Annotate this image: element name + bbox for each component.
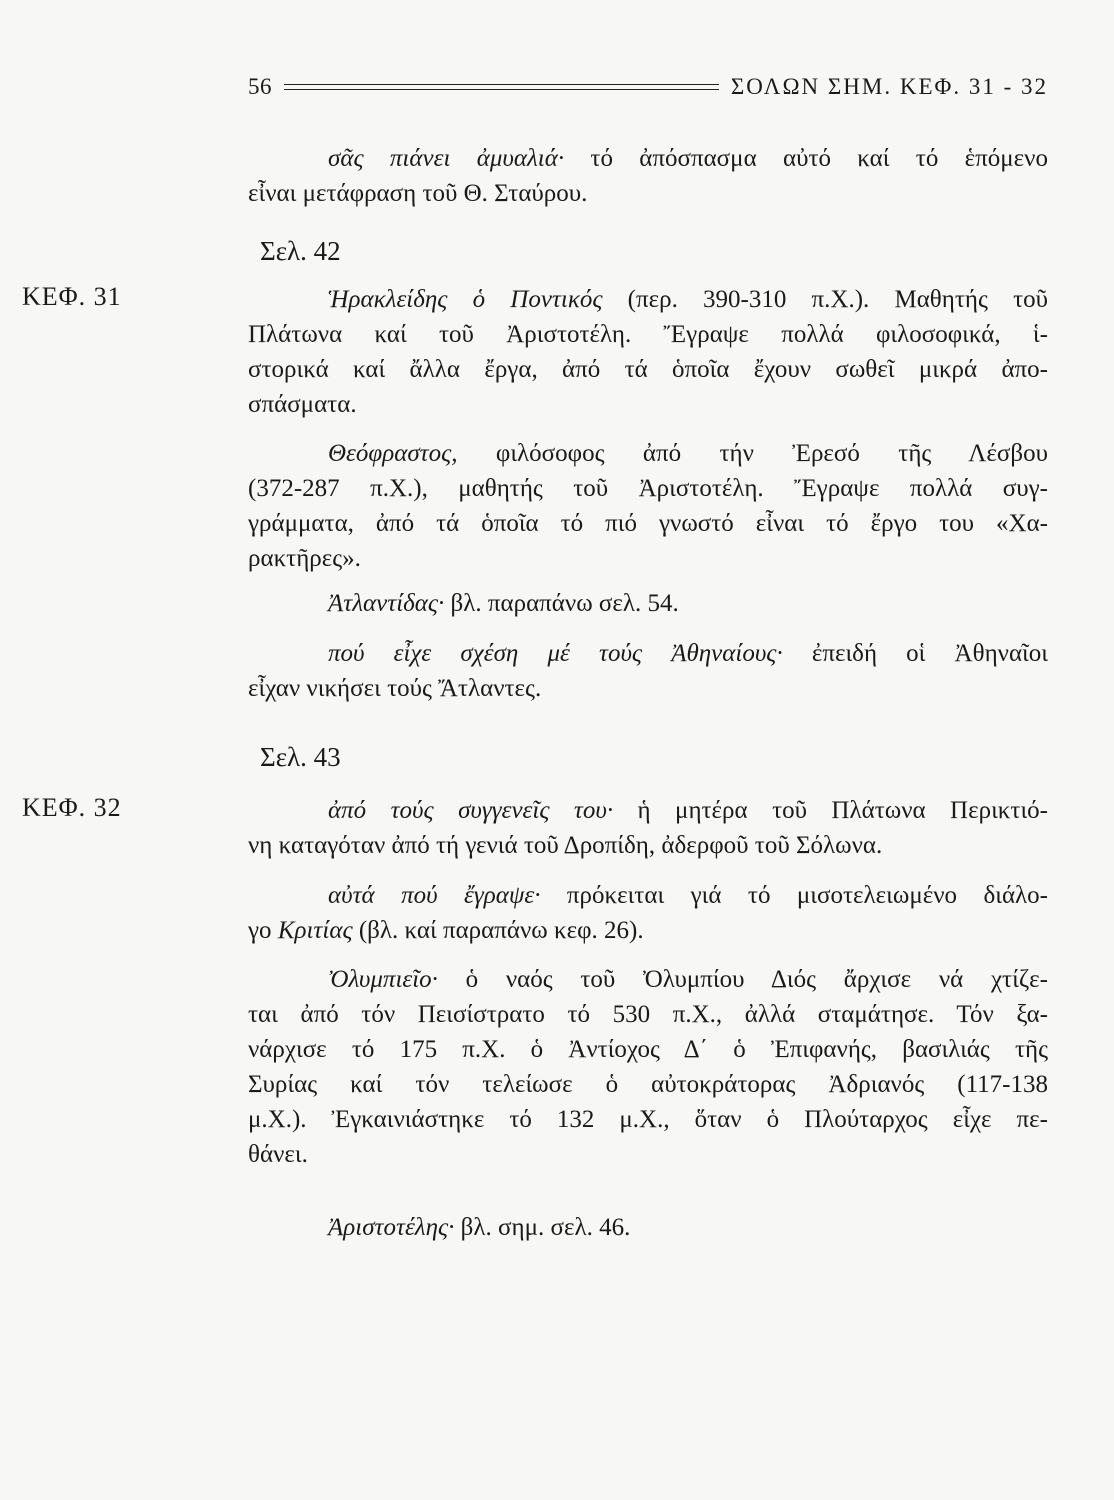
text-line: στορικά καί ἄλλα ἔργα, ἀπό τά ὁποῖα ἔχουν σωθεῖ μικρά ἀπο- [248,356,1048,383]
italic-lemma: πού εἶχε σχέση μέ τούς Ἀθηναίους· [328,640,783,667]
line-text: βλ. παραπάνω σελ. 54. [444,590,679,617]
italic-lemma: ἀπό τούς συγγενεῖς του· [328,797,614,824]
line-text: ὁ ναός τοῦ Ὀλυμπίου Διός ἄρχισε νά χτίζε- [437,966,1048,993]
text-line [248,436,1048,471]
running-header [248,72,1048,102]
text-line: (372-287 π.Χ.), μαθητής τοῦ Ἀριστοτέλη. Ἔγραψε πολλά συγ- [248,475,1048,502]
text-line [248,636,1048,671]
line-text: τό ἀπόσπασμα αὐτό καί τό ἑπόμενο [564,145,1048,172]
section-heading-sel-43: Σελ. 43 [260,742,341,772]
line-text: γο [248,917,278,944]
text-line: νη καταγόταν ἀπό τή γενιά τοῦ Δροπίδη, ἀδερφοῦ τοῦ Σόλωνα. [248,832,883,859]
text-line: Συρίας καί τόν τελείωσε ὁ αὐτοκράτορας Ἀδριανός (117-138 [248,1071,1048,1098]
text-line: θάνει. [248,1141,308,1168]
text-line [248,1210,1048,1245]
note-atlantidas [248,586,1048,621]
note-theophrastos [248,436,1048,576]
text-line: μ.Χ.). Ἐγκαινιάστηκε τό 132 μ.Χ., ὅταν ὁ Πλούταρχος εἶχε πε- [248,1106,1048,1133]
text-line [248,141,1048,176]
line-text: βλ. σημ. σελ. 46. [454,1214,631,1241]
section-heading-sel-42: Σελ. 42 [260,236,341,266]
italic-lemma: Ὀλυμπιεῖο· [328,966,438,993]
note-relatives [248,793,1048,863]
header-rule [284,84,719,90]
text-line: νάρχισε τό 175 π.Χ. ὁ Ἀντίοχος Δ΄ ὁ Ἐπιφανής, βασιλιάς τῆς [248,1036,1048,1063]
line-text: (περ. 390-310 π.Χ.). Μαθητής τοῦ [602,286,1048,313]
line-text: (βλ. καί παραπάνω κεφ. 26). [352,917,644,944]
line-text: πρόκειται γιά τό μισοτελειωμένο διάλο- [540,882,1048,909]
italic-lemma: Ἀριστοτέλης· [328,1214,455,1241]
line-text: ἡ μητέρα τοῦ Πλάτωνα Περικτιό- [613,797,1048,824]
note-aristoteles [248,1210,1048,1245]
text-line: γράμματα, ἀπό τά ὁποῖα τό πιό γνωστό εἶναι τό ἔργο του «Χα- [248,510,1048,537]
text-line: εἶχαν νικήσει τούς Ἄτλαντες. [248,675,542,702]
line-text: ἐπειδή οἱ Ἀθηναῖοι [782,640,1048,667]
line-text: φιλόσοφος ἀπό τήν Ἐρεσό τῆς Λέσβου [457,440,1048,467]
text-line: σπάσματα. [248,391,357,418]
text-line: ρακτῆρες». [248,545,361,572]
margin-note-kef-32: ΚΕΦ. 32 [22,793,122,822]
note-herakleides [248,282,1048,422]
italic-lemma: αὐτά πού ἔγραψε· [328,882,541,909]
note-kritias [248,878,1048,948]
note-olympieion [248,962,1048,1172]
italic-lemma: Θεόφραστος, [328,440,458,467]
italic-title: Κριτίας [277,917,353,944]
running-title: ΣΟΛΩΝ ΣΗΜ. ΚΕΦ. 31 - 32 [730,74,1048,99]
text-line: εἶναι μετάφραση τοῦ Θ. Σταύρου. [248,180,588,207]
italic-lemma: Ἡρακλείδης ὁ Ποντικός [328,286,603,313]
intro-paragraph [248,141,1048,211]
text-line [248,793,1048,828]
text-line [248,282,1048,317]
text-line [248,962,1048,997]
text-line [248,913,1048,948]
note-athenians [248,636,1048,706]
italic-lemma: Ἀτλαντίδας· [328,590,445,617]
italic-lemma: σᾶς πιάνει ἀμυαλιά· [328,145,565,172]
margin-note-kef-31: ΚΕΦ. 31 [22,282,122,311]
page-number: 56 [248,74,272,99]
text-line [248,586,1048,621]
text-line [248,878,1048,913]
text-line: Πλάτωνα καί τοῦ Ἀριστοτέλη. Ἔγραψε πολλά φιλοσοφικά, ἱ- [248,321,1048,348]
text-line: ται ἀπό τόν Πεισίστρατο τό 530 π.Χ., ἀλλά σταμάτησε. Τόν ξα- [248,1001,1048,1028]
